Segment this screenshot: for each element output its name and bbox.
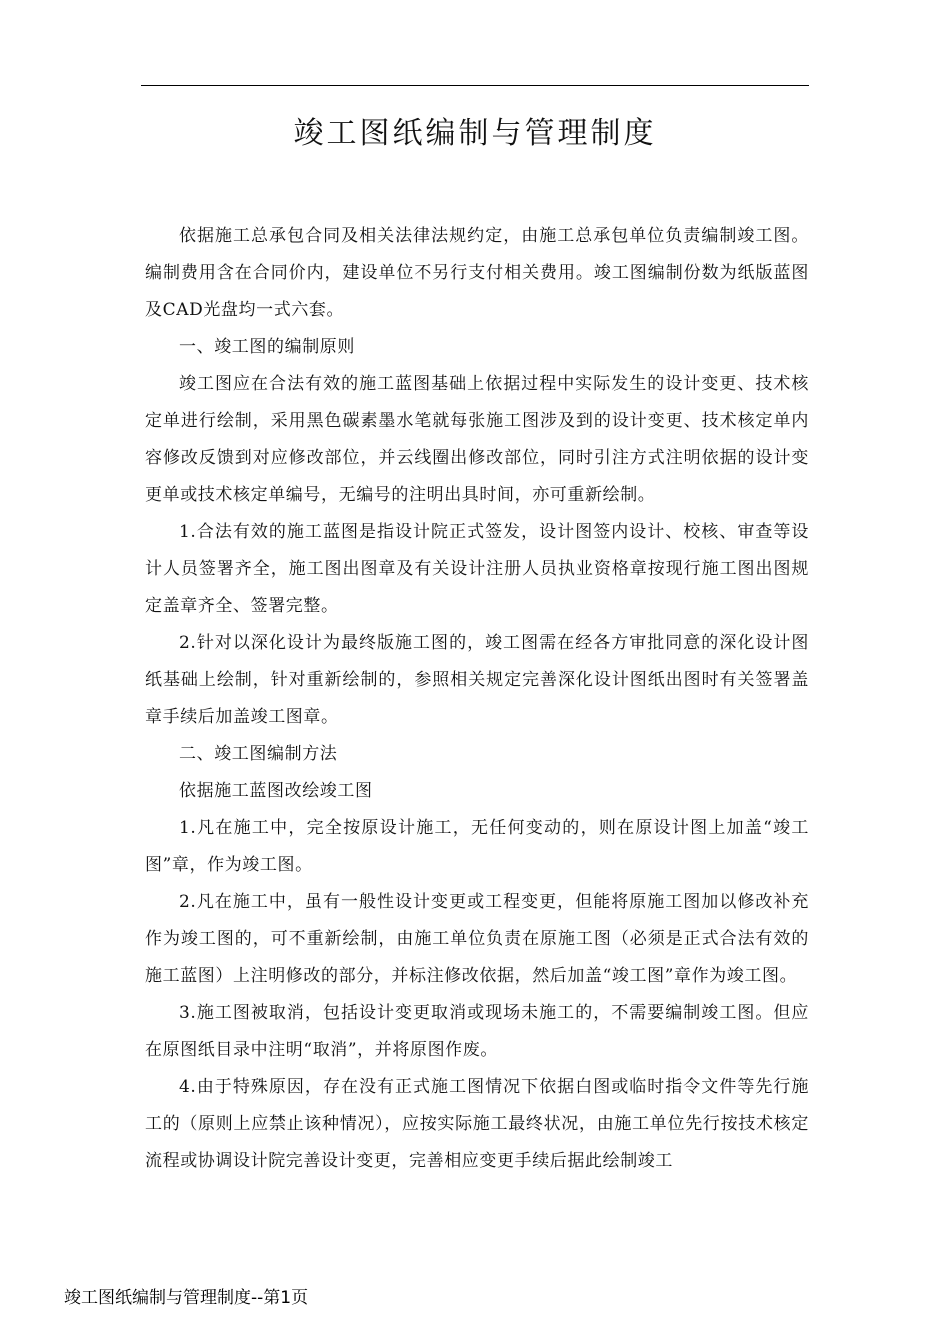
paragraph-principle: 竣工图应在合法有效的施工蓝图基础上依据过程中实际发生的设计变更、技术核定单进行绘制，采用黑色碳素墨水笔就每张施工图涉及到的设计变更、技术核定单内容修改反馈到对应修改部位，并云线圈出修改部位，同时引注方式注明依据的设计变更单或技术核定单编号，无编号的注明出具时间，亦可重新绘制。 [145,374,809,505]
document-title: 竣工图纸编制与管理制度 [293,116,657,151]
paragraph-item-2: 2.针对以深化设计为最终版施工图的，竣工图需在经各方审批同意的深化设计图纸基础上绘制，针对重新绘制的，参照相关规定完善深化设计图纸出图时有关签署盖章手续后加盖竣工图章。 [145,633,809,727]
paragraph-item-1: 1.合法有效的施工蓝图是指设计院正式签发，设计图签内设计、校核、审查等设计人员签署齐全，施工图出图章及有关设计注册人员执业资格章按现行施工图出图规定盖章齐全、签署完整。 [145,522,809,616]
paragraph-method-2: 2.凡在施工中，虽有一般性设计变更或工程变更，但能将原施工图加以修改补充作为竣工图的，可不重新绘制，由施工单位负责在原施工图（必须是正式合法有效的施工蓝图）上注明修改的部分，并标注修改依据，然后加盖“竣工图”章作为竣工图。 [145,892,809,986]
document-body [145,218,809,1180]
paragraph-method-3: 3.施工图被取消，包括设计变更取消或现场未施工的，不需要编制竣工图。但应在原图纸目录中注明“取消”，并将原图作废。 [145,1003,809,1060]
paragraph-method-1: 1.凡在施工中，完全按原设计施工，无任何变动的，则在原设计图上加盖“竣工图”章，作为竣工图。 [145,818,809,875]
section-heading-2: 二、竣工图编制方法 [179,744,338,764]
header-rule [141,85,809,86]
subsection-heading: 依据施工蓝图改绘竣工图 [179,781,373,801]
page-footer: 竣工图纸编制与管理制度--第1页 [64,1288,309,1308]
paragraph-method-4: 4.由于特殊原因，存在没有正式施工图情况下依据白图或临时指令文件等先行施工的（原则上应禁止该种情况），应按实际施工最终状况，由施工单位先行按技术核定流程或协调设计院完善设计变更，完善相应变更手续后据此绘制竣工 [145,1077,809,1171]
section-heading-1: 一、竣工图的编制原则 [179,337,355,357]
paragraph-intro: 依据施工总承包合同及相关法律法规约定，由施工总承包单位负责编制竣工图。编制费用含在合同价内，建设单位不另行支付相关费用。竣工图编制份数为纸版蓝图及CAD光盘均一式六套。 [145,226,809,320]
